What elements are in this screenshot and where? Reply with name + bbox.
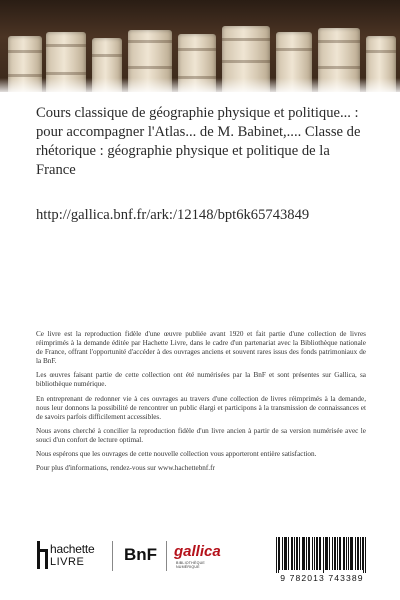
publisher-logos <box>36 535 376 585</box>
description-paragraph: Nous avons cherché à concilier la reproduction fidèle d'un livre ancien à partir de sa version numérisée avec le souci d'un confort de lecture optimal. <box>36 426 366 444</box>
description-paragraph: Pour plus d'informations, rendez-vous sur www.hachettebnf.fr <box>36 464 215 473</box>
isbn-number: 9 782013 743389 <box>280 573 364 583</box>
hachette-wordmark: hachette <box>50 542 95 556</box>
description-paragraph: En entreprenant de redonner vie à ces ouvrages au travers d'une collection de livres réimprimés à la demande, nous leur donnons la possibilité de rencontrer un public élargi et participons à la transmission de connaissances et de savoirs parfois difficilement accessibles. <box>36 394 366 421</box>
book-title: Cours classique de géographie physique et politique... : pour accompagner l'Atlas... de M. Babinet,.... Classe de rhétorique : géographie physique et politique de la France <box>36 105 361 178</box>
gallica-url: http://gallica.bnf.fr/ark:/12148/bpt6k65743849 <box>36 207 310 223</box>
gallica-subtitle: BIBLIOTHÈQUE NUMÉRIQUE <box>176 561 205 569</box>
description-paragraph: Ce livre est la reproduction fidèle d'une œuvre publiée avant 1920 et fait partie d'une collection de livres réimprimés à la demande éditée par Hachette Livre, dans le cadre d'un partenariat avec la Bibliothèque nationale de France, offrant l'opportunité d'accéder à des ouvrages anciens et souvent rares issus des fonds patrimoniaux de la BnF. <box>36 330 366 366</box>
isbn-barcode <box>268 535 376 585</box>
hachette-livre-logo <box>36 541 96 577</box>
description-paragraph: Nous espérons que les ouvrages de cette nouvelle collection vous apporteront entière satisfaction. <box>36 450 317 459</box>
book-spines-banner <box>0 0 400 92</box>
logo-divider <box>166 541 167 571</box>
gallica-wordmark: gallica <box>174 543 221 560</box>
barcode-icon <box>276 537 368 573</box>
hachette-sub-wordmark: LIVRE <box>50 556 85 568</box>
hachette-h-icon <box>36 541 49 569</box>
gallica-logo <box>174 541 221 575</box>
description-paragraph: Les œuvres faisant partie de cette collection ont été numérisées par la BnF et sont présentes sur Gallica, sa bibliothèque numérique. <box>36 371 366 389</box>
bnf-logo: BnF <box>124 545 158 564</box>
logo-divider <box>112 541 113 571</box>
description-text <box>36 330 366 478</box>
